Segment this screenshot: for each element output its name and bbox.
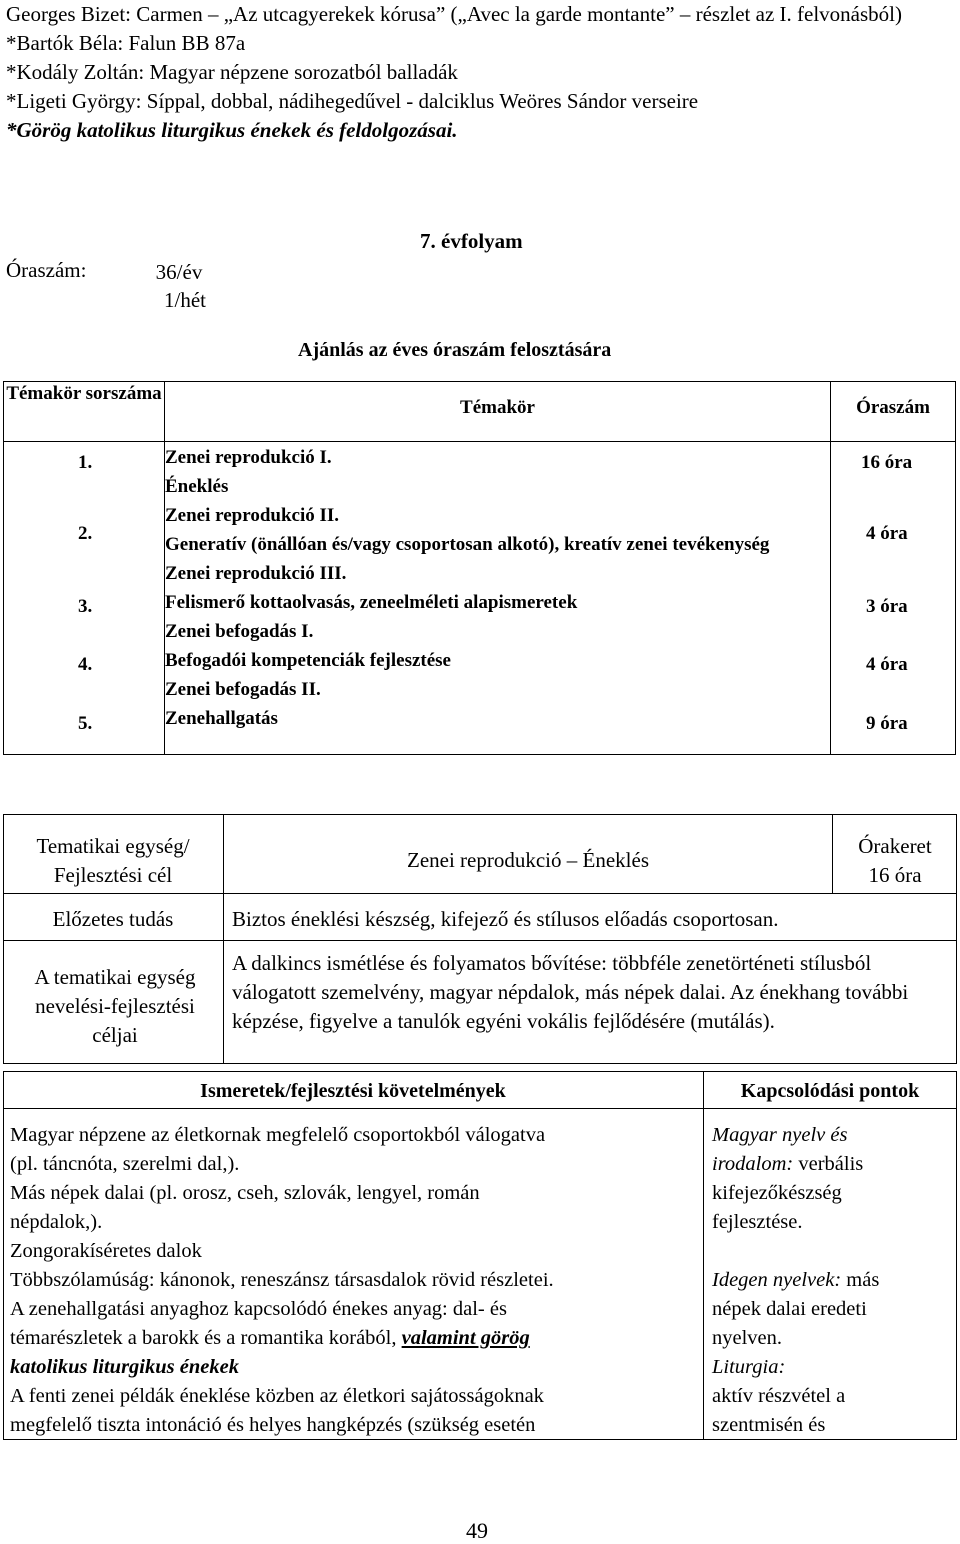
- hours-per-week: 1/hét: [164, 288, 206, 312]
- hours-label: Óraszám:: [6, 258, 87, 282]
- req-line: Zongorakíséretes dalok: [10, 1240, 202, 1262]
- req-line: A zenehallgatási anyaghoz kapcsolódó énekes anyag: dal- és: [10, 1298, 507, 1320]
- unit-title: Zenei reprodukció – Éneklés: [407, 848, 649, 872]
- goals-text: A dalkincs ismétlése és folyamatos bővítése: többféle zenetörténeti stílusból válogatott szemelvény, magyar népdalok, más népek dalai. Az énekhang további képzése, figyelve a tanulók egyéni vokális fejlődésére (mutálás).: [232, 951, 909, 1033]
- req-line: A fenti zenei példák éneklése közben az életkori sajátosságoknak: [10, 1385, 544, 1407]
- line-kodaly: *Kodály Zoltán: Magyar népzene sorozatból balladák: [6, 60, 458, 84]
- numbers-cell: [4, 442, 165, 755]
- link-line: [712, 1150, 954, 1179]
- link-text: verbális: [798, 1153, 864, 1175]
- link-text: aktív részvétel a: [712, 1385, 846, 1407]
- req-emphasis: valamint görög: [401, 1327, 530, 1349]
- topic-sub: Befogadói kompetenciák fejlesztése: [165, 650, 451, 671]
- row-hours: 4 óra: [866, 523, 908, 544]
- req-line: népdalok,).: [10, 1211, 103, 1233]
- req-right-text: [712, 1121, 954, 1440]
- topics-table: [3, 381, 956, 755]
- link-line: [712, 1266, 954, 1295]
- req-header-right: Kapcsolódási pontok: [740, 1080, 920, 1102]
- page-number: 49: [466, 1518, 488, 1543]
- req-line-mixed: [10, 1324, 700, 1353]
- topic-title: Zenei befogadás II.: [165, 679, 321, 700]
- req-header-left: Ismeretek/fejlesztési követelmények: [200, 1080, 506, 1102]
- header-hours: Óraszám: [831, 382, 956, 442]
- row-number: 1.: [78, 452, 93, 473]
- prior-label: Előzetes tudás: [52, 907, 174, 931]
- hours-cell: [831, 442, 956, 755]
- line-ligeti: *Ligeti György: Síppal, dobbal, nádihegedűvel - dalciklus Weöres Sándor verseire: [6, 89, 699, 113]
- req-line: (pl. táncnóta, szerelmi dal,).: [10, 1153, 240, 1175]
- line-greek-catholic: *Görög katolikus liturgikus énekek és feldolgozásai.: [6, 118, 458, 142]
- link-text: fejlesztése.: [712, 1211, 803, 1233]
- req-emphasis: katolikus liturgikus énekek: [10, 1356, 239, 1378]
- grade-title: 7. évfolyam: [420, 229, 523, 253]
- link-text: kifejezőkészség: [712, 1182, 842, 1204]
- hours-values: [152, 258, 206, 314]
- frame-value: 16 óra: [868, 863, 922, 887]
- link-text: népek dalai eredeti: [712, 1298, 867, 1320]
- frame-label: Órakeret: [858, 834, 932, 858]
- topic-sub: Éneklés: [165, 476, 229, 497]
- link-text: más: [846, 1269, 880, 1291]
- link-label: Magyar nyelv és: [712, 1124, 848, 1146]
- prior-text: Biztos éneklési készség, kifejező és stílusos előadás csoportosan.: [232, 907, 779, 931]
- topic-sub: Felismerő kottaolvasás, zeneelméleti alapismeretek: [165, 592, 578, 613]
- row-hours: 16 óra: [861, 452, 913, 473]
- line-bizet: Georges Bizet: Carmen – „Az utcagyerekek kórusa” („Avec la garde montante” – részlet az I. felvonásból): [6, 2, 902, 26]
- hours-per-year: 36/év: [155, 260, 203, 284]
- line-bartok: *Bartók Béla: Falun BB 87a: [6, 31, 246, 55]
- topic-title: Zenei reprodukció I.: [165, 447, 332, 468]
- row-number: 4.: [78, 654, 93, 675]
- link-label: irodalom:: [712, 1153, 794, 1175]
- topic-title: Zenei reprodukció III.: [165, 563, 347, 584]
- req-line: témarészletek a barokk és a romantika korából,: [10, 1327, 397, 1349]
- row-hours: 3 óra: [866, 596, 908, 617]
- header-topic: Témakör: [165, 382, 831, 442]
- topic-title: Zenei befogadás I.: [165, 621, 314, 642]
- recommendation-title: Ajánlás az éves óraszám felosztására: [298, 339, 612, 361]
- row-number: 2.: [78, 523, 93, 544]
- row-hours: 4 óra: [866, 654, 908, 675]
- req-left-text: [10, 1121, 700, 1440]
- link-label: Liturgia:: [712, 1356, 786, 1378]
- req-line: Más népek dalai (pl. orosz, cseh, szlovák, lengyel, román: [10, 1182, 480, 1204]
- goals-label: A tematikai egység nevelési-fejlesztési céljai: [34, 965, 196, 1047]
- link-label: Idegen nyelvek:: [712, 1269, 842, 1291]
- row-number: 5.: [78, 713, 93, 734]
- row-number: 3.: [78, 596, 93, 617]
- top-text: [6, 0, 956, 145]
- req-line: megfelelő tiszta intonáció és helyes hangképzés (szükség esetén: [10, 1414, 536, 1436]
- row-hours: 9 óra: [866, 713, 908, 734]
- topic-title: Zenei reprodukció II.: [165, 505, 340, 526]
- unit-label: Tematikai egység/ Fejlesztési cél: [36, 834, 190, 887]
- topics-cell: [165, 442, 831, 755]
- link-text: szentmisén és: [712, 1414, 826, 1436]
- topic-sub: Generatív (önállóan és/vagy csoportosan alkotó), kreatív zenei tevékenység: [165, 534, 770, 555]
- header-number: Témakör sorszáma: [4, 382, 165, 442]
- req-line: Magyar népzene az életkornak megfelelő csoportokból válogatva: [10, 1124, 546, 1146]
- topic-sub: Zenehallgatás: [165, 708, 278, 729]
- link-text: nyelven.: [712, 1327, 783, 1349]
- req-line: Többszólamúság: kánonok, reneszánsz társasdalok rövid részletei.: [10, 1269, 554, 1291]
